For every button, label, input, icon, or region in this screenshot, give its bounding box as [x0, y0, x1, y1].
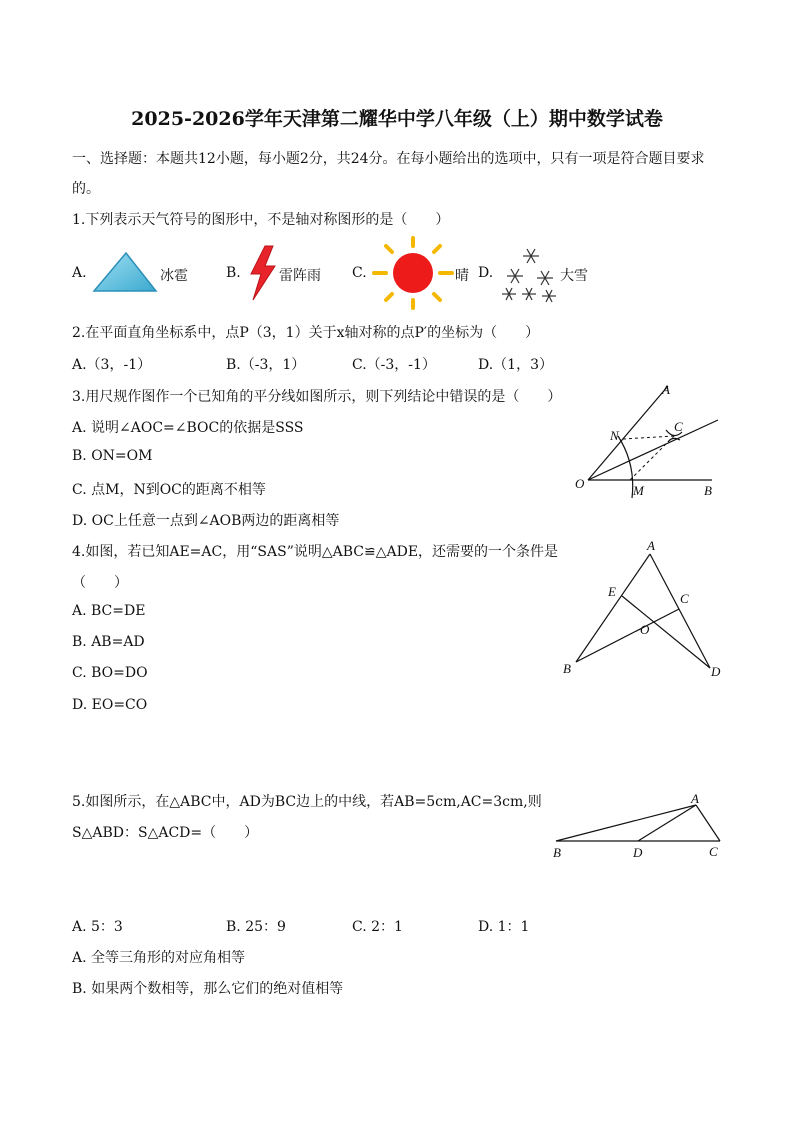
q5-option-b: B. 25：9 [226, 919, 286, 935]
median-triangle-figure [550, 795, 730, 850]
q1-option-d-label: 大雪 [560, 268, 588, 284]
q2-option-c: C.（-3，-1） [352, 357, 436, 373]
q2-option-a: A.（3，-1） [72, 357, 152, 373]
q3-option-d: D. OC上任意一点到∠AOB两边的距离相等 [72, 513, 340, 529]
section-instruction-line2: 的。 [72, 181, 100, 197]
side-ac [696, 805, 720, 841]
q3-option-c: C. 点M，N到OC的距离不相等 [72, 482, 266, 498]
q4-label-d: D [711, 664, 721, 679]
q5-label-b: B [553, 845, 561, 860]
side-ab [576, 554, 650, 662]
ray-oa [588, 386, 668, 480]
section-instruction-line1: 一、选择题：本题共12小题，每小题2分，共24分。在每小题给出的选项中，只有一项是符合题目要求 [72, 151, 705, 167]
q4-label-a: A [647, 538, 655, 553]
q1-option-b-label: 雷阵雨 [279, 268, 321, 284]
q3-label-b: B [704, 483, 712, 498]
q3-label-n: N [610, 428, 619, 443]
snowflakes-icon [495, 242, 559, 304]
segment-nc [623, 436, 674, 439]
q3-option-b: B. ON=OM [72, 448, 153, 464]
q1-option-d-letter: D. [478, 265, 494, 281]
q4-label-e: E [608, 584, 616, 599]
page-title: 2025-2026学年天津第二耀华中学八年级（上）期中数学试卷 [131, 108, 663, 130]
q4-option-b: B. AB=AD [72, 634, 145, 650]
q1-option-b-letter: B. [226, 265, 241, 281]
q5-option-d: D. 1：1 [478, 919, 530, 935]
q5-stem: 5.如图所示，在△ABC中，AD为BC边上的中线，若AB=5cm,AC=3cm,则 [72, 794, 542, 810]
thunder-bolt-icon [245, 244, 279, 302]
q1-option-a-label: 冰雹 [160, 268, 188, 284]
q5-label-d: D [633, 845, 643, 860]
segment-bc [576, 609, 679, 662]
sun-icon [370, 235, 456, 311]
extra-statement-a: A. 全等三角形的对应角相等 [72, 950, 246, 966]
q4-label-b: B [563, 661, 571, 676]
q4-label-o: O [640, 622, 650, 637]
q3-stem: 3.用尺规作图作一个已知角的平分线如图所示，则下列结论中错误的是（ ） [72, 389, 562, 405]
q4-option-c: C. BO=DO [72, 665, 148, 681]
q2-stem: 2.在平面直角坐标系中，点P（3，1）关于x轴对称的点P′的坐标为（ ） [72, 325, 540, 341]
hail-triangle-icon [92, 251, 158, 295]
q1-stem: 1.下列表示天气符号的图形中，不是轴对称图形的是（ ） [72, 212, 450, 228]
q3-label-c: C [674, 419, 683, 434]
construction-arc [618, 436, 633, 498]
q3-label-m: M [633, 483, 644, 498]
q5-option-c: C. 2：1 [352, 919, 403, 935]
q1-option-c-letter: C. [352, 265, 367, 281]
side-ad [650, 554, 710, 668]
q2-option-b: B.（-3，1） [226, 357, 306, 373]
extra-statement-b: B. 如果两个数相等，那么它们的绝对值相等 [72, 981, 344, 997]
q1-option-c-label: 晴 [455, 268, 469, 284]
q1-option-a-letter: A. [72, 265, 87, 281]
q4-stem-line1: 4.如图，若已知AE=AC，用“SAS”说明△ABC≌△ADE，还需要的一个条件是 [72, 544, 559, 560]
ray-oc [588, 420, 718, 480]
q3-option-a: A. 说明∠AOC=∠BOC的依据是SSS [72, 420, 304, 436]
q4-option-a: A. BC=DE [72, 603, 146, 619]
q5-label-c: C [709, 844, 718, 859]
side-ba [556, 805, 696, 841]
q4-label-c: C [680, 591, 689, 606]
q5-stem-line2: S△ABD：S△ACD=（ ） [72, 825, 259, 841]
q2-option-d: D.（1，3） [478, 357, 553, 373]
median-ad [638, 805, 696, 841]
q4-option-d: D. EO=CO [72, 697, 148, 713]
q3-label-a: A [662, 382, 670, 397]
q5-label-a: A [691, 791, 699, 806]
triangle-overlap-figure [560, 540, 730, 680]
q5-option-a: A. 5：3 [72, 919, 123, 935]
q4-stem-line2: （ ） [72, 575, 128, 591]
q3-label-o: O [575, 476, 585, 491]
